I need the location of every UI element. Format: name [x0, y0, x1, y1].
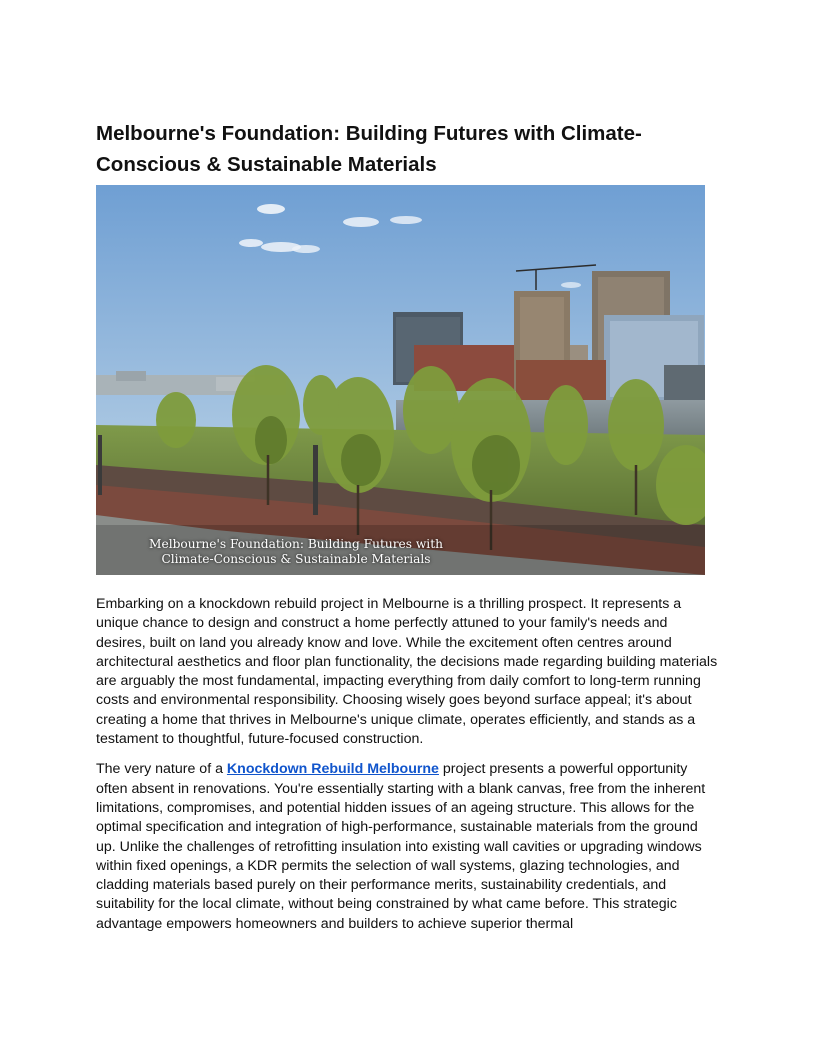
document-page	[96, 118, 720, 934]
knockdown-rebuild-link[interactable]: Knockdown Rebuild Melbourne	[226, 761, 439, 778]
image-caption	[96, 537, 496, 567]
hero-image	[96, 185, 705, 575]
image-caption-line-1: Melbourne's Foundation: Building Futures with	[149, 537, 443, 551]
intro-paragraph: Embarking on a knockdown rebuild project in Melbourne is a thrilling prospect. It represents a unique chance to design and construct a home perfectly attuned to your family's needs and desires, built on land you already know and love. While the excitement often centres around architectural aesthetics and floor plan functionality, the decisions made regarding building materials are arguably the most fundamental, impacting everything from daily comfort to long-term running costs and environmental responsibility. Choosing wisely goes beyond surface appeal; it's about creating a home that thrives in Melbourne's unique climate, operates efficiently, and stands as a testament to thoughtful, future-focused construction.	[96, 596, 718, 748]
kdr-paragraph-body: project presents a powerful opportunity often absent in renovations. You're essentially starting with a blank canvas, free from the inherent limitations, compromises, and potential hidden issues of an ageing structure. This allows for the optimal specification and integration of high-performance, sustainable materials from the ground up. Unlike the challenges of retrofitting insulation into existing wall cavities or upgrading windows within fixed openings, a KDR permits the selection of wall systems, glazing technologies, and cladding materials based purely on their performance merits, sustainability credentials, and suitability for the local climate, without being constrained by what came before. This strategic advantage empowers homeowners and builders to achieve superior thermal	[96, 761, 706, 932]
kdr-paragraph-lead: The very nature of a	[96, 761, 227, 778]
kdr-paragraph	[96, 760, 720, 934]
article-title: Melbourne's Foundation: Building Futures with Climate-Conscious & Sustainable Materials	[96, 122, 642, 176]
image-caption-line-2: Climate-Conscious & Sustainable Materials	[161, 552, 431, 566]
hero-illustration	[96, 185, 705, 575]
